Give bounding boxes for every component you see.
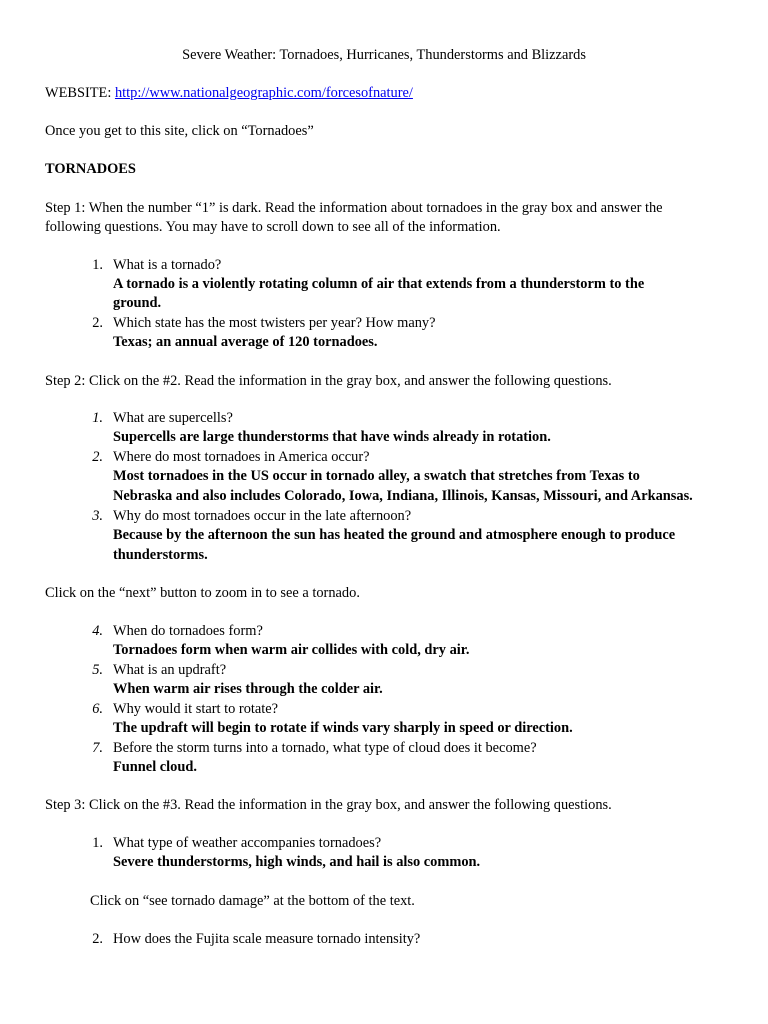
step3-q1-number: 1.: [92, 835, 103, 851]
step1-q1-answer-line1: A tornado is a violently rotating column of air that extends from a thunderstorm to the: [113, 276, 645, 292]
step2-q4-number: 4.: [92, 623, 103, 639]
step2-q2-question: Where do most tornadoes in America occur?: [113, 449, 370, 465]
step2-q1-question: What are supercells?: [113, 410, 233, 426]
next-button-instruction: Click on the “next” button to zoom in to see a tornado.: [45, 585, 360, 601]
step3-instruction: Step 3: Click on the #3. Read the information in the gray box, and answer the following questions.: [45, 797, 612, 813]
step2-q5-answer: When warm air rises through the colder air.: [113, 681, 383, 697]
step3-q2-question: How does the Fujita scale measure tornado intensity?: [113, 931, 421, 947]
section-heading: TORNADOES: [45, 161, 136, 177]
step2-q7-number: 7.: [92, 740, 103, 756]
step2-q3-answer-line2: thunderstorms.: [113, 547, 208, 563]
step2-q3-answer-line1: Because by the afternoon the sun has heated the ground and atmosphere enough to produce: [113, 527, 676, 543]
step2-q1-answer: Supercells are large thunderstorms that have winds already in rotation.: [113, 429, 551, 445]
step1-instruction-line2: following questions. You may have to scroll down to see all of the information.: [45, 219, 501, 235]
step2-q6-answer: The updraft will begin to rotate if winds vary sharply in speed or direction.: [113, 720, 573, 736]
step2-q6-number: 6.: [92, 701, 103, 717]
step2-q4-answer: Tornadoes form when warm air collides with cold, dry air.: [113, 642, 470, 658]
step1-q1-number: 1.: [92, 257, 103, 273]
website-link[interactable]: http://www.nationalgeographic.com/forcesofnature/: [114, 85, 413, 101]
step3-q2-number: 2.: [92, 931, 103, 947]
step3-q1-question: What type of weather accompanies tornadoes?: [113, 835, 382, 851]
step2-q7-question: Before the storm turns into a tornado, what type of cloud does it become?: [113, 740, 537, 756]
step2-q4-question: When do tornadoes form?: [113, 623, 263, 639]
step2-q1-number: 1.: [92, 410, 103, 426]
step1-q1-answer-line2: ground.: [113, 295, 162, 311]
step3-q1-answer: Severe thunderstorms, high winds, and hail is also common.: [113, 854, 481, 870]
step2-q5-number: 5.: [92, 662, 103, 678]
step1-q2-question: Which state has the most twisters per year? How many?: [113, 315, 436, 331]
step1-q1-question: What is a tornado?: [113, 257, 222, 273]
step2-instruction: Step 2: Click on the #2. Read the information in the gray box, and answer the following questions.: [45, 373, 612, 389]
step2-q2-answer-line2: Nebraska and also includes Colorado, Iowa, Indiana, Illinois, Kansas, Missouri, and Arkansas.: [113, 488, 693, 504]
step2-q2-number: 2.: [92, 449, 103, 465]
website-label: WEBSITE:: [45, 85, 115, 101]
step2-q6-question: Why would it start to rotate?: [113, 701, 279, 717]
tornado-damage-instruction: Click on “see tornado damage” at the bottom of the text.: [90, 893, 415, 909]
website-line: [45, 84, 413, 103]
step1-instruction-line1: Step 1: When the number “1” is dark. Read the information about tornadoes in the gray box and answer the: [45, 200, 663, 216]
document-title: Severe Weather: Tornadoes, Hurricanes, Thunderstorms and Blizzards: [182, 47, 586, 63]
step2-q2-answer-line1: Most tornadoes in the US occur in tornado alley, a swatch that stretches from Texas to: [113, 468, 640, 484]
step2-q7-answer: Funnel cloud.: [113, 759, 197, 775]
step1-q2-number: 2.: [92, 315, 103, 331]
step2-q5-question: What is an updraft?: [113, 662, 227, 678]
step1-q2-answer: Texas; an annual average of 120 tornadoes.: [113, 334, 378, 350]
intro-instruction: Once you get to this site, click on “Tornadoes”: [45, 123, 314, 139]
step2-q3-question: Why do most tornadoes occur in the late afternoon?: [113, 508, 412, 524]
step2-q3-number: 3.: [92, 508, 103, 524]
